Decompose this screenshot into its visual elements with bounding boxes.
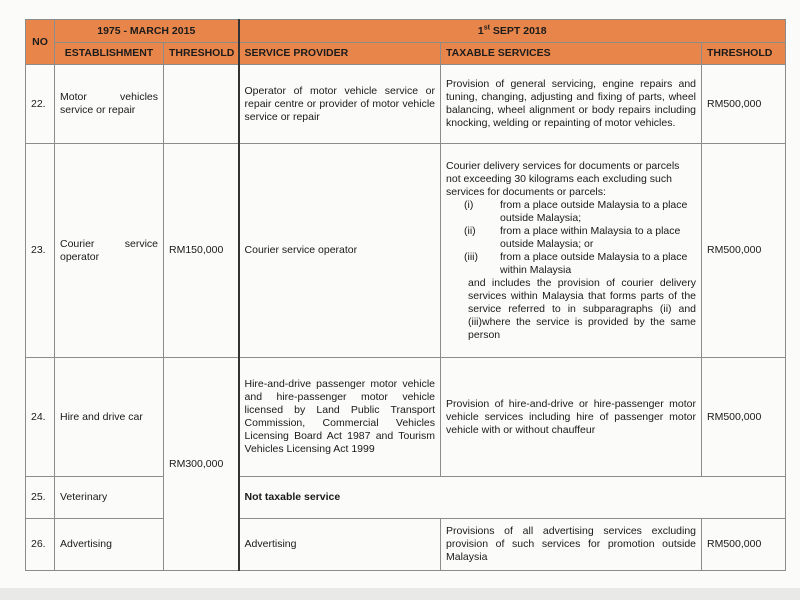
- not-taxable-cell: Not taxable service: [239, 477, 786, 519]
- list-item-text: from a place outside Malaysia to a place within Malaysia: [500, 250, 688, 276]
- service-provider-cell: Advertising: [239, 519, 441, 571]
- header-threshold-new: THRESHOLD: [702, 43, 786, 65]
- row-number: 23.: [26, 144, 55, 358]
- threshold-new-cell: RM500,000: [702, 358, 786, 477]
- table-row: [26, 358, 786, 477]
- establishment-cell: Veterinary: [55, 477, 164, 519]
- taxable-services-cell: Provisions of all advertising services excluding provision of such services for promotion outside Malaysia: [441, 519, 702, 571]
- threshold-new-cell: RM500,000: [702, 144, 786, 358]
- taxable-subparagraph-list: [446, 199, 696, 277]
- header-service-provider: SERVICE PROVIDER: [239, 43, 441, 65]
- taxable-services-cell: Provision of general servicing, engine repairs and tuning, changing, adjusting and fixing of parts, wheel balancing, wheel alignment or body repairs including knocking, welding or repainting of motor vehicles.: [441, 65, 702, 144]
- threshold-old-shared-cell: RM300,000: [164, 358, 239, 571]
- header-period-new-rest: SEPT 2018: [489, 24, 547, 37]
- header-period-new-sup: st: [483, 24, 490, 31]
- header-threshold-old: THRESHOLD: [164, 43, 239, 65]
- list-item-number: (i): [464, 198, 474, 211]
- header-period-new: [239, 20, 786, 43]
- list-item: [446, 251, 696, 277]
- header-no: NO: [26, 20, 55, 65]
- header-row-columns: [26, 43, 786, 65]
- row-number: 24.: [26, 358, 55, 477]
- table-row: [26, 519, 786, 571]
- list-item-number: (ii): [464, 224, 476, 237]
- row-number: 22.: [26, 65, 55, 144]
- service-provider-cell: Courier service operator: [239, 144, 441, 358]
- taxable-tail: and includes the provision of courier delivery services within Malaysia that forms parts of the service referred to in subparagraphs (ii) and (iii)where the service is provided by the same person: [468, 276, 697, 341]
- taxable-services-cell: Provision of hire-and-drive or hire-passenger motor vehicle services including hire of passenger motor vehicle with or without chauffeur: [441, 358, 702, 477]
- establishment-cell: Hire and drive car: [55, 358, 164, 477]
- threshold-new-cell: RM500,000: [702, 519, 786, 571]
- list-item-text: from a place outside Malaysia to a place outside Malaysia;: [500, 198, 688, 224]
- header-establishment: ESTABLISHMENT: [55, 43, 164, 65]
- service-provider-cell: Hire-and-drive passenger motor vehicle and hire-passenger motor vehicle licensed by Land Public Transport Commission, Commercial Vehicles Licensing Board Act 1987 and Tourism Vehicles Licensing Act 1999: [239, 358, 441, 477]
- list-item: [446, 199, 696, 225]
- header-period-new-day: 1: [477, 24, 484, 37]
- threshold-old-cell: RM150,000: [164, 144, 239, 358]
- bottom-margin: [0, 588, 800, 600]
- header-row-periods: [26, 20, 786, 43]
- taxable-services-cell: [441, 144, 702, 358]
- taxable-intro: Courier delivery services for documents or parcels not exceeding 30 kilograms each excluding such services for documents or parcels:: [446, 159, 680, 198]
- list-item-text: from a place within Malaysia to a place outside Malaysia; or: [500, 224, 681, 250]
- threshold-new-cell: RM500,000: [702, 65, 786, 144]
- table-row: [26, 65, 786, 144]
- establishment-cell: Courier service operator: [55, 144, 164, 358]
- threshold-old-cell: [164, 65, 239, 144]
- header-period-old: 1975 - MARCH 2015: [55, 20, 239, 43]
- table-row: [26, 477, 786, 519]
- establishment-cell: Advertising: [55, 519, 164, 571]
- table-row: [26, 144, 786, 358]
- row-number: 25.: [26, 477, 55, 519]
- sst-comparison-table: [25, 19, 786, 571]
- service-provider-cell: Operator of motor vehicle service or repair centre or provider of motor vehicle service or repair: [239, 65, 441, 144]
- establishment-cell: Motor vehicles service or repair: [55, 65, 164, 144]
- list-item: [446, 225, 696, 251]
- list-item-number: (iii): [464, 250, 479, 263]
- row-number: 26.: [26, 519, 55, 571]
- header-taxable-services: TAXABLE SERVICES: [441, 43, 702, 65]
